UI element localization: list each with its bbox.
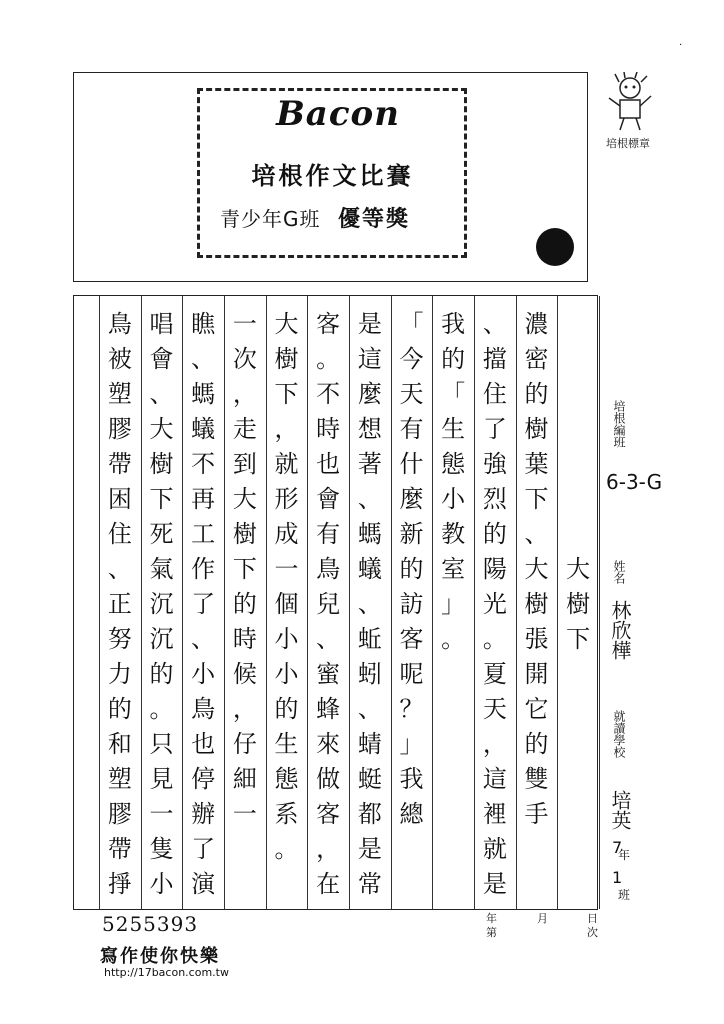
- essay-char: 小: [191, 659, 216, 688]
- essay-char: 細: [232, 764, 257, 793]
- first-label: 第: [486, 926, 497, 939]
- essay-char: 客: [399, 624, 424, 653]
- essay-char: 來: [316, 729, 341, 758]
- essay-char: 呢: [399, 659, 424, 688]
- grid-column-line: [99, 296, 100, 909]
- essay-char: 時: [232, 624, 257, 653]
- essay-char: 總: [399, 799, 424, 828]
- grid-column-line: [557, 296, 558, 909]
- essay-char: 了: [191, 834, 216, 863]
- essay-char: ，: [316, 834, 341, 863]
- essay-char: 螞: [191, 379, 216, 408]
- essay-char: 次: [232, 344, 257, 373]
- essay-char: 訪: [399, 589, 424, 618]
- essay-char: 只: [149, 729, 174, 758]
- essay-char: 住: [482, 379, 507, 408]
- essay-char: ，: [232, 379, 257, 408]
- grade-value: 7: [612, 838, 623, 857]
- essay-char: 有: [399, 414, 424, 443]
- grade-unit: 年: [618, 848, 631, 862]
- grid-column-line: [182, 296, 183, 909]
- essay-char: 鳥: [191, 694, 216, 723]
- essay-char: 困: [107, 484, 132, 513]
- essay-char: 見: [149, 764, 174, 793]
- essay-char: 樹: [232, 519, 257, 548]
- award-label: 優等獎: [338, 207, 411, 232]
- essay-char: 密: [524, 344, 549, 373]
- essay-char: 到: [232, 449, 257, 478]
- essay-char: 都: [357, 799, 382, 828]
- essay-char: 光: [482, 589, 507, 618]
- essay-char: 常: [357, 869, 382, 898]
- essay-char: 不: [316, 379, 341, 408]
- essay-char: 」: [441, 589, 466, 618]
- essay-char: 、: [191, 624, 216, 653]
- essay-char: 再: [191, 484, 216, 513]
- essay-char: 瞧: [191, 309, 216, 338]
- essay-char: 「: [399, 309, 424, 338]
- class-value: 1: [612, 868, 623, 887]
- name-label: 姓名: [612, 560, 626, 584]
- essay-char: 態: [441, 449, 466, 478]
- essay-char: 力: [107, 659, 132, 688]
- year-label: 年: [486, 912, 497, 925]
- essay-char: 著: [357, 449, 382, 478]
- essay-char: 態: [274, 764, 299, 793]
- grid-column-line: [432, 296, 433, 909]
- essay-char: 、: [357, 694, 382, 723]
- essay-char: 擋: [482, 344, 507, 373]
- day-label: 日: [587, 912, 598, 925]
- id-label: 培根編班: [612, 400, 626, 448]
- essay-char: ，: [232, 694, 257, 723]
- essay-char: 就: [482, 834, 507, 863]
- essay-char: 天: [399, 379, 424, 408]
- essay-char: 正: [107, 589, 132, 618]
- grid-column-line: [307, 296, 308, 909]
- class-name: 青少年G班: [220, 207, 321, 231]
- essay-char: 一: [149, 799, 174, 828]
- essay-char: 、: [316, 624, 341, 653]
- essay-char: 樹: [274, 344, 299, 373]
- essay-char: 演: [191, 869, 216, 898]
- month-label: 月: [537, 912, 548, 925]
- essay-char: 葉: [524, 449, 549, 478]
- essay-char: 雙: [524, 764, 549, 793]
- contest-title: 培根作文比賽: [251, 162, 414, 190]
- essay-char: 不: [191, 449, 216, 478]
- essay-char: 一: [274, 554, 299, 583]
- essay-char: 濃: [524, 309, 549, 338]
- document-number: 5255393: [102, 912, 199, 936]
- essay-char: 樹: [524, 414, 549, 443]
- essay-char: 辦: [191, 799, 216, 828]
- essay-char: 也: [191, 729, 216, 758]
- essay-char: 開: [524, 659, 549, 688]
- footer-slogan: 寫作使你快樂: [100, 946, 220, 967]
- essay-char: 、: [357, 589, 382, 618]
- bacon-logo: Bacon: [276, 94, 400, 134]
- corner-mark: ·: [679, 40, 683, 51]
- essay-char: 大: [149, 414, 174, 443]
- grid-column-line: [349, 296, 350, 909]
- name-value: 林欣樺: [608, 600, 632, 660]
- essay-char: 小: [149, 869, 174, 898]
- essay-char: 下: [232, 554, 257, 583]
- essay-char: 蚓: [357, 659, 382, 688]
- essay-char: 什: [399, 449, 424, 478]
- essay-char: 鳥: [316, 554, 341, 583]
- essay-char: 膠: [107, 414, 132, 443]
- essay-char: 兒: [316, 589, 341, 618]
- essay-char: 樹: [149, 449, 174, 478]
- essay-char: 。: [274, 834, 299, 863]
- essay-char: 是: [357, 834, 382, 863]
- essay-char: 會: [316, 484, 341, 513]
- essay-char: 下: [524, 484, 549, 513]
- essay-char: 大: [274, 309, 299, 338]
- essay-char: 有: [316, 519, 341, 548]
- essay-char: 仔: [232, 729, 257, 758]
- essay-char: 我: [399, 764, 424, 793]
- id-value: 6-3-G: [606, 470, 663, 494]
- essay-char: 」: [399, 729, 424, 758]
- footer-url: http://17bacon.com.tw: [104, 966, 229, 979]
- essay-char: 蟻: [357, 554, 382, 583]
- essay-char: 。: [482, 624, 507, 653]
- essay-char: 時: [316, 414, 341, 443]
- essay-char: 也: [316, 449, 341, 478]
- essay-char: 。: [316, 344, 341, 373]
- essay-char: 強: [482, 449, 507, 478]
- essay-char: 會: [149, 344, 174, 373]
- essay-char: 鳥: [107, 309, 132, 338]
- essay-char: 隻: [149, 834, 174, 863]
- essay-char: 沉: [149, 624, 174, 653]
- essay-char: 樹: [524, 589, 549, 618]
- essay-char: 、: [357, 484, 382, 513]
- essay-char: 小: [274, 624, 299, 653]
- essay-char: 的: [107, 694, 132, 723]
- grid-column-line: [391, 296, 392, 909]
- essay-char: 的: [232, 589, 257, 618]
- essay-char: 就: [274, 449, 299, 478]
- essay-char: 「: [441, 379, 466, 408]
- essay-char: 是: [357, 309, 382, 338]
- essay-char: 蜻: [357, 729, 382, 758]
- essay-char: 膠: [107, 799, 132, 828]
- grid-column-line: [516, 296, 517, 909]
- essay-char: 。: [149, 694, 174, 723]
- essay-char: 下: [274, 379, 299, 408]
- essay-char: 沉: [149, 589, 174, 618]
- school-value: 培英: [608, 790, 632, 830]
- essay-char: 大: [232, 484, 257, 513]
- grid-column-line: [224, 296, 225, 909]
- essay-char: 的: [399, 554, 424, 583]
- essay-char: 個: [274, 589, 299, 618]
- essay-char: 螞: [357, 519, 382, 548]
- essay-char: 的: [524, 379, 549, 408]
- essay-char: 住: [107, 519, 132, 548]
- essay-char: 的: [149, 659, 174, 688]
- school-label: 就讀學校: [612, 710, 626, 758]
- essay-char: 在: [316, 869, 341, 898]
- essay-char: 新: [399, 519, 424, 548]
- essay-char: 努: [107, 624, 132, 653]
- writing-grid: [73, 295, 598, 910]
- essay-char: 客: [316, 799, 341, 828]
- essay-char: 停: [191, 764, 216, 793]
- essay-char: 樹: [566, 589, 591, 618]
- essay-char: 做: [316, 764, 341, 793]
- grid-column-line: [141, 296, 142, 909]
- essay-char: 作: [191, 554, 216, 583]
- black-dot-mark: [536, 228, 574, 266]
- essay-char: 天: [482, 694, 507, 723]
- essay-char: 了: [482, 414, 507, 443]
- essay-char: ？: [399, 694, 424, 723]
- essay-char: 工: [191, 519, 216, 548]
- essay-char: 成: [274, 519, 299, 548]
- essay-char: 小: [274, 659, 299, 688]
- essay-char: 形: [274, 484, 299, 513]
- essay-char: 生: [274, 729, 299, 758]
- essay-char: 帶: [107, 449, 132, 478]
- essay-char: 小: [441, 484, 466, 513]
- seal-label: 培根標章: [606, 137, 650, 150]
- grid-column-line: [599, 296, 600, 909]
- essay-char: 蚯: [357, 624, 382, 653]
- grid-column-line: [266, 296, 267, 909]
- essay-char: 蟻: [191, 414, 216, 443]
- essay-char: 這: [357, 344, 382, 373]
- essay-char: 、: [107, 554, 132, 583]
- essay-char: 一: [232, 309, 257, 338]
- grid-column-line: [474, 296, 475, 909]
- essay-char: 室: [441, 554, 466, 583]
- essay-char: 它: [524, 694, 549, 723]
- essay-char: 塑: [107, 379, 132, 408]
- essay-char: 塑: [107, 764, 132, 793]
- essay-char: 帶: [107, 834, 132, 863]
- essay-char: ，: [482, 729, 507, 758]
- essay-char: 手: [524, 799, 549, 828]
- bacon-seal-icon: [605, 72, 655, 134]
- essay-char: 烈: [482, 484, 507, 513]
- essay-char: 的: [524, 729, 549, 758]
- essay-char: 我: [441, 309, 466, 338]
- essay-char: 張: [524, 624, 549, 653]
- essay-char: 下: [566, 624, 591, 653]
- essay-char: 、: [149, 379, 174, 408]
- essay-char: 生: [441, 414, 466, 443]
- essay-char: 裡: [482, 799, 507, 828]
- essay-char: 蜜: [316, 659, 341, 688]
- essay-char: 。: [441, 624, 466, 653]
- essay-char: 唱: [149, 309, 174, 338]
- essay-char: 了: [191, 589, 216, 618]
- essay-char: 下: [149, 484, 174, 513]
- essay-char: 這: [482, 764, 507, 793]
- essay-char: 想: [357, 414, 382, 443]
- essay-char: 客: [316, 309, 341, 338]
- essay-char: 掙: [107, 869, 132, 898]
- essay-char: 死: [149, 519, 174, 548]
- essay-char: 今: [399, 344, 424, 373]
- essay-char: 的: [441, 344, 466, 373]
- essay-char: 的: [482, 519, 507, 548]
- essay-char: 被: [107, 344, 132, 373]
- essay-char: 系: [274, 799, 299, 828]
- essay-char: 麼: [399, 484, 424, 513]
- class-unit: 班: [618, 888, 631, 902]
- essay-char: 候: [232, 659, 257, 688]
- essay-char: 走: [232, 414, 257, 443]
- essay-char: 、: [191, 344, 216, 373]
- essay-char: 和: [107, 729, 132, 758]
- times-label: 次: [587, 926, 598, 939]
- essay-char: 一: [232, 799, 257, 828]
- essay-char: 、: [482, 309, 507, 338]
- essay-char: 教: [441, 519, 466, 548]
- essay-char: 麼: [357, 379, 382, 408]
- essay-char: 的: [274, 694, 299, 723]
- essay-char: ，: [274, 414, 299, 443]
- essay-char: 大: [566, 554, 591, 583]
- essay-char: 夏: [482, 659, 507, 688]
- essay-char: 大: [524, 554, 549, 583]
- essay-char: 蜂: [316, 694, 341, 723]
- essay-char: 、: [524, 519, 549, 548]
- essay-char: 陽: [482, 554, 507, 583]
- essay-char: 蜓: [357, 764, 382, 793]
- essay-char: 氣: [149, 554, 174, 583]
- essay-char: 是: [482, 869, 507, 898]
